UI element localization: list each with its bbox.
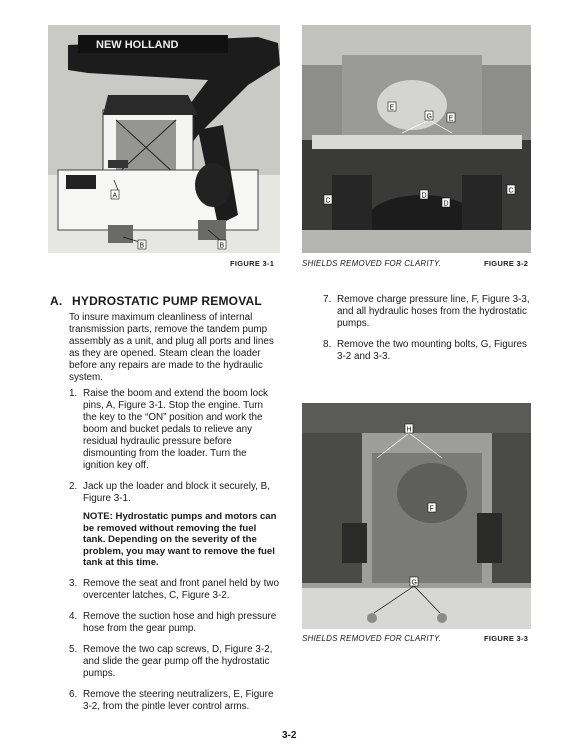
step-item (69, 688, 279, 713)
figure-3-2-label: FIGURE 3-2 (484, 259, 529, 268)
steps-list-left (69, 388, 279, 722)
callout-d-1: D (421, 192, 427, 200)
callout-c-2: C (508, 187, 514, 195)
callout-e-1: E (389, 104, 395, 112)
section-intro: To insure maximum cleanliness of internal transmission parts, remove the tandem pump assembly as a unit, and plug all ports and lines as they are opened. Steam clean the loader before any repairs are made to the hydraulic system. (69, 312, 274, 383)
section-heading (50, 294, 262, 308)
step-text: Remove the two cap screws, D, Figure 3-2, and slide the gear pump off the hydrostatic pumps. (83, 643, 273, 679)
step-number: 6. (69, 688, 78, 700)
figure-3-3-caption (302, 634, 534, 643)
callout-a: A (112, 192, 118, 200)
figure-3-3-photo (302, 403, 531, 629)
step-number: 7. (323, 294, 332, 305)
callout-c-1: C (325, 197, 331, 205)
step-item (69, 643, 279, 680)
step-number: 3. (69, 577, 78, 589)
step-item (69, 388, 279, 472)
callout-b-1: B (139, 242, 145, 250)
figure-3-2-caption (302, 259, 534, 268)
figure-3-1-label: FIGURE 3-1 (230, 259, 275, 268)
step-item (69, 481, 279, 569)
step-number: 5. (69, 643, 78, 655)
step-text: Remove the suction hose and high pressure hose from the gear pump. (83, 610, 277, 634)
steps-list-right (323, 294, 533, 372)
step-text: Remove charge pressure line, F, Figure 3-3, and all hydraulic hoses from the hydrostatic pumps. (337, 294, 530, 329)
step-text: Remove the two mounting bolts, G, Figures 3-2 and 3-3. (337, 339, 527, 362)
figure-3-3-note: SHIELDS REMOVED FOR CLARITY. (302, 634, 442, 643)
step-number: 1. (69, 388, 78, 399)
figure-3-2-photo (302, 25, 531, 253)
step-text: Remove the seat and front panel held by two overcenter latches, C, Figure 3-2. (83, 577, 279, 601)
figure-3-2-note: SHIELDS REMOVED FOR CLARITY. (302, 259, 442, 268)
step-text: Raise the boom and extend the boom lock pins, A, Figure 3-1. Stop the engine. Turn the key to the “ON” position and work the boom and bucket pedals to relieve any residual hydraulic pressure before dismounting from the loader. Turn the ignition key off. (83, 388, 268, 471)
step-number: 2. (69, 481, 78, 492)
page-number: 3-2 (282, 730, 297, 741)
callout-g-2: G (411, 579, 417, 587)
step-item (69, 610, 279, 635)
step-number: 8. (323, 339, 332, 350)
step-number: 4. (69, 610, 78, 622)
callout-e-2: E (448, 115, 454, 123)
section-letter: A. (50, 294, 63, 308)
step-item (69, 577, 279, 602)
step-item (323, 294, 533, 330)
boom-logo-text: NEW HOLLAND (96, 39, 179, 51)
callout-f: F (429, 505, 434, 513)
callout-h: H (406, 426, 412, 434)
step-note: NOTE: Hydrostatic pumps and motors can be removed without removing the fuel tank. Depending on the severity of the problem, you may want to remove the fuel tank at this time. (83, 511, 277, 568)
callout-d-2: D (443, 200, 449, 208)
callout-g: G (426, 113, 432, 121)
step-item (323, 339, 533, 363)
step-text: Remove the steering neutralizers, E, Figure 3-2, from the pintle lever control arms. (83, 688, 274, 712)
figure-3-1-photo (48, 25, 280, 253)
figure-3-3-label: FIGURE 3-3 (484, 634, 529, 643)
step-text: Jack up the loader and block it securely, B, Figure 3-1. (83, 481, 270, 504)
callout-b-2: B (219, 242, 225, 250)
section-title: HYDROSTATIC PUMP REMOVAL (72, 294, 262, 308)
